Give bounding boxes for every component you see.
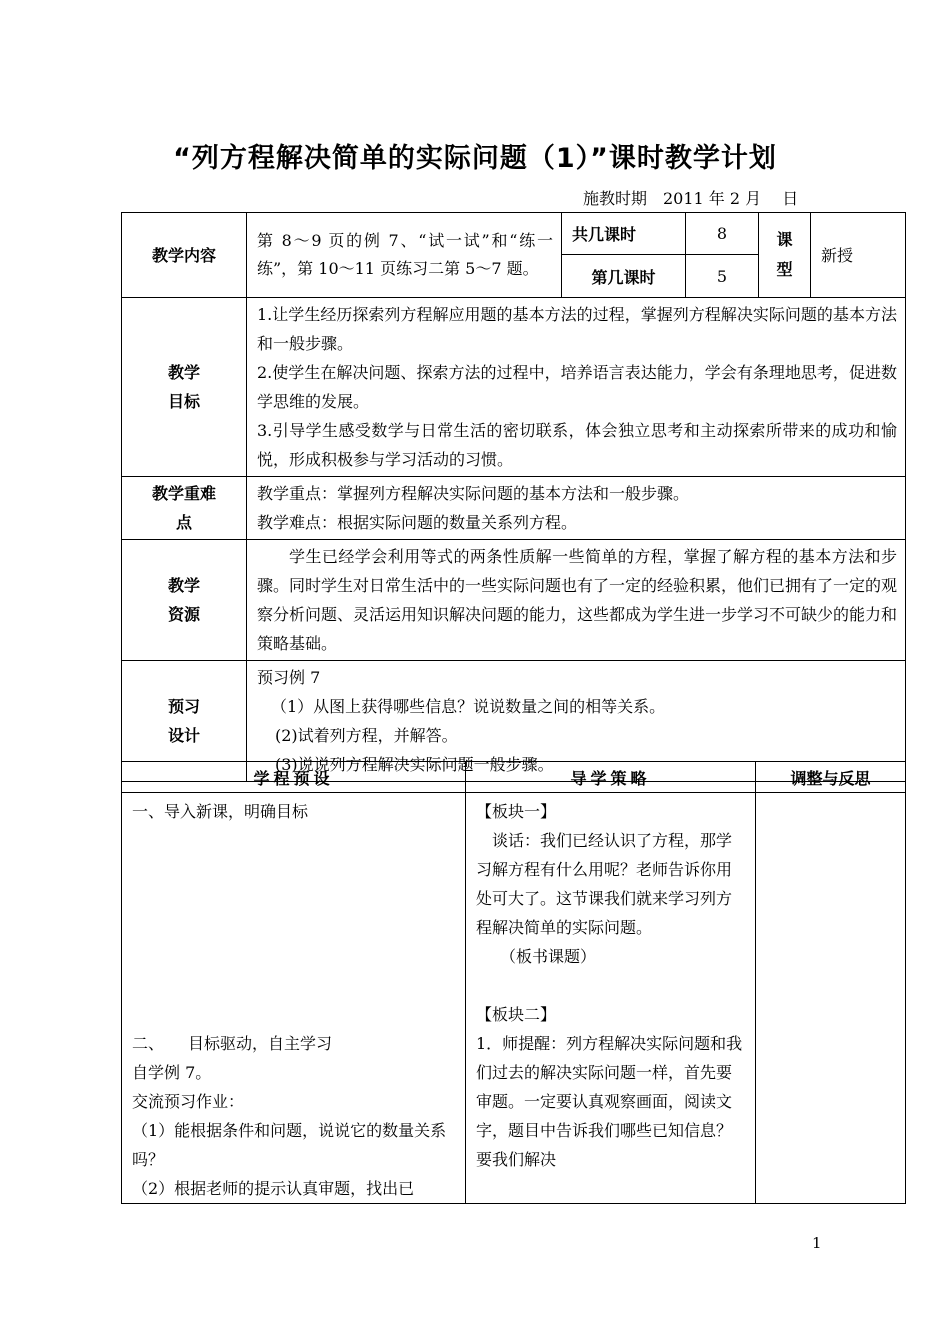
text-line: （1）能根据条件和问题，说说它的数量关系吗？	[132, 1121, 447, 1169]
plan-info-table	[121, 212, 906, 782]
text-line: （2）根据老师的提示认真审题，找出已	[132, 1179, 415, 1198]
text-line: 谈话：我们已经认识了方程，那学习解方程有什么用呢？老师告诉你用处可大了。这节课我们就来学习列方程解决简单的实际问题。	[476, 831, 733, 937]
text-line	[132, 884, 457, 913]
keypoints-text	[247, 477, 906, 540]
total-lessons-value: 8	[686, 213, 759, 255]
text-line	[132, 1000, 457, 1029]
lesson-number-label: 第几课时	[562, 255, 686, 298]
text-line: 【板块二】	[476, 1005, 557, 1024]
goals-text	[247, 298, 906, 477]
preview-line: （1）从图上获得哪些信息？说说数量之间的相等关系。	[271, 697, 666, 716]
text-line	[132, 913, 457, 942]
preview-line: 预习例 7	[257, 668, 321, 687]
total-lessons-label: 共几课时	[562, 213, 686, 255]
text-line: 一、导入新课，明确目标	[132, 802, 309, 821]
resources-text: 学生已经学会利用等式的两条性质解一些简单的方程，掌握了解方程的基本方法和步骤。同时学生对日常生活中的一些实际问题也有了一定的经验积累，他们已拥有了一定的观察分析问题、灵活运用知识解决问题的能力，这些都成为学生进一步学习不可缺少的能力和策略基础。	[247, 540, 906, 661]
text-line	[132, 826, 457, 855]
text-line: 交流预习作业：	[132, 1092, 245, 1111]
goals-label: 教学目标	[122, 298, 247, 477]
goal-item: 3.引导学生感受数学与日常生活的密切联系，体会独立思考和主动探索所带来的成功和愉悦，形成积极参与学习活动的习惯。	[257, 421, 897, 469]
goal-item: 1.让学生经历探索列方程解应用题的基本方法的过程，掌握列方程解决实际问题的基本方法和一般步骤。	[257, 305, 897, 353]
text-line: 二、 目标驱动，自主学习	[132, 1034, 333, 1053]
resources-label: 教学资源	[122, 540, 247, 661]
reflection-column	[756, 793, 906, 1204]
text-line	[476, 971, 747, 1000]
type-value: 新授	[811, 213, 906, 298]
text-line	[132, 971, 457, 1000]
difficulty-text: 教学难点：根据实际问题的数量关系列方程。	[257, 513, 578, 532]
strategy-column	[466, 793, 756, 1204]
text-line: 自学例 7。	[132, 1063, 212, 1082]
goal-item: 2.使学生在解决问题、探索方法的过程中，培养语言表达能力，学会有条理地思考，促进数学思维的发展。	[257, 363, 897, 411]
page-number: 1	[812, 1234, 822, 1252]
preview-line: (3)说说列方程解决实际问题一般步骤。	[275, 755, 554, 774]
reflection-header: 调整与反思	[756, 762, 906, 793]
text-line	[132, 855, 457, 884]
text-line: （板书课题）	[476, 947, 597, 966]
type-label: 课型	[759, 213, 811, 298]
focus-text: 教学重点：掌握列方程解决实际问题的基本方法和一般步骤。	[257, 484, 690, 503]
document-title: “列方程解决简单的实际问题（1）”课时教学计划	[173, 143, 777, 174]
process-column	[122, 793, 466, 1204]
content-label: 教学内容	[122, 213, 247, 298]
content-text: 第 8～9 页的例 7、“试一试”和“练一练”，第 10～11 页练习二第 5～7 题。	[247, 213, 562, 298]
preview-label: 预习设计	[122, 661, 247, 782]
keypoints-label: 教学重难点	[122, 477, 247, 540]
text-line: 1．师提醒：列方程解决实际问题和我们过去的解决实际问题一样，首先要审题。一定要认真观察画面，阅读文字，题目中告诉我们哪些已知信息？要我们解决	[476, 1034, 743, 1169]
strategy-header: 导学策略	[466, 762, 756, 793]
text-line	[132, 942, 457, 971]
process-header: 学程预设	[122, 762, 466, 793]
text-line: 【板块一】	[476, 802, 557, 821]
preview-line: (2)试着列方程，并解答。	[275, 726, 458, 745]
date-line: 施教时期 2011 年 2 月 日	[583, 189, 799, 208]
process-table	[121, 761, 906, 1204]
lesson-number-value: 5	[686, 255, 759, 298]
